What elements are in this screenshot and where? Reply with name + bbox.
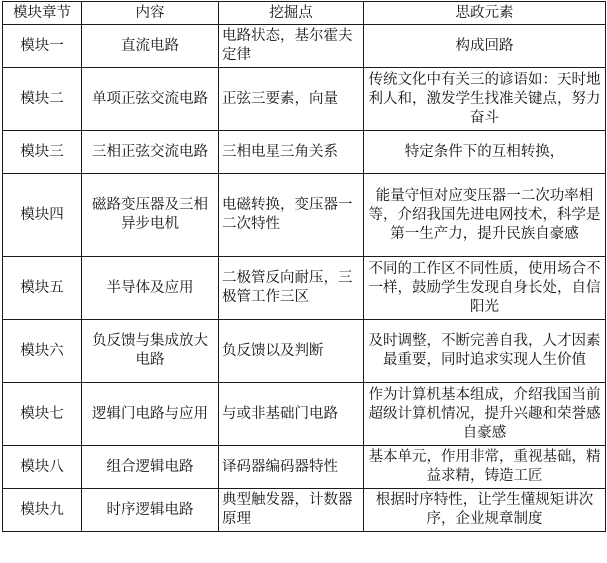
module-cell: 模块九 <box>3 489 82 532</box>
module-cell: 模块四 <box>3 174 82 257</box>
table-row <box>3 257 606 320</box>
table-row <box>3 131 606 174</box>
header-element: 思政元素 <box>364 2 606 25</box>
element-cell: 传统文化中有关三的谚语如：天时地利人和，激发学生找准关键点，努力奋斗 <box>364 68 606 131</box>
table-row <box>3 174 606 257</box>
content-cell: 三相正弦交流电路 <box>82 131 219 174</box>
point-cell: 正弦三要素，向量 <box>219 68 364 131</box>
module-cell: 模块三 <box>3 131 82 174</box>
point-cell: 译码器编码器特性 <box>219 446 364 489</box>
module-table <box>2 1 606 532</box>
table-row <box>3 320 606 383</box>
content-cell: 组合逻辑电路 <box>82 446 219 489</box>
element-cell: 特定条件下的互相转换， <box>364 131 606 174</box>
point-cell: 与或非基础门电路 <box>219 383 364 446</box>
module-cell: 模块六 <box>3 320 82 383</box>
table-row <box>3 446 606 489</box>
module-cell: 模块一 <box>3 25 82 68</box>
point-cell: 二极管反向耐压，三极管工作三区 <box>219 257 364 320</box>
content-cell: 负反馈与集成放大电路 <box>82 320 219 383</box>
module-cell: 模块八 <box>3 446 82 489</box>
header-point: 挖掘点 <box>219 2 364 25</box>
table-row <box>3 25 606 68</box>
point-cell: 电磁转换，变压器一二次特性 <box>219 174 364 257</box>
element-cell: 基本单元，作用非常，重视基础，精益求精，铸造工匠 <box>364 446 606 489</box>
module-cell: 模块七 <box>3 383 82 446</box>
element-cell: 能量守恒对应变压器一二次功率相等，介绍我国先进电网技术，科学是第一生产力，提升民族自豪感 <box>364 174 606 257</box>
content-cell: 半导体及应用 <box>82 257 219 320</box>
content-cell: 单项正弦交流电路 <box>82 68 219 131</box>
point-cell: 三相电星三角关系 <box>219 131 364 174</box>
content-cell: 磁路变压器及三相异步电机 <box>82 174 219 257</box>
content-cell: 时序逻辑电路 <box>82 489 219 532</box>
header-content: 内容 <box>82 2 219 25</box>
table-row <box>3 383 606 446</box>
element-cell: 不同的工作区不同性质，使用场合不一样，鼓励学生发现自身长处，自信阳光 <box>364 257 606 320</box>
element-cell: 构成回路 <box>364 25 606 68</box>
content-cell: 逻辑门电路与应用 <box>82 383 219 446</box>
module-cell: 模块二 <box>3 68 82 131</box>
table-row <box>3 68 606 131</box>
header-module: 模块章节 <box>3 2 82 25</box>
header-row <box>3 2 606 25</box>
element-cell: 及时调整，不断完善自我，人才因素最重要，同时追求实现人生价值 <box>364 320 606 383</box>
element-cell: 根据时序特性，让学生懂规矩讲次序，企业规章制度 <box>364 489 606 532</box>
element-cell: 作为计算机基本组成，介绍我国当前超级计算机情况，提升兴趣和荣誉感自豪感 <box>364 383 606 446</box>
module-cell: 模块五 <box>3 257 82 320</box>
table-row <box>3 489 606 532</box>
point-cell: 电路状态，基尔霍夫定律 <box>219 25 364 68</box>
point-cell: 典型触发器，计数器原理 <box>219 489 364 532</box>
module-table-sheet <box>2 1 605 561</box>
point-cell: 负反馈以及判断 <box>219 320 364 383</box>
content-cell: 直流电路 <box>82 25 219 68</box>
